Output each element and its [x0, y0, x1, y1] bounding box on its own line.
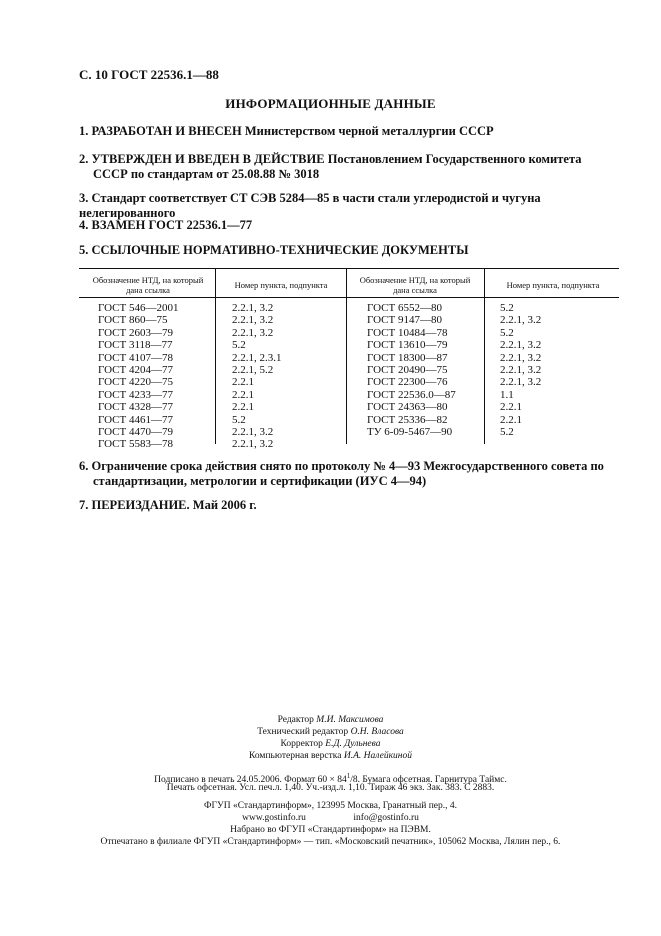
table-cell: ГОСТ 4233—77: [98, 388, 173, 401]
table-cell: ГОСТ 20490—75: [367, 363, 448, 376]
table-cell: ГОСТ 22300—76: [367, 376, 448, 389]
section-2: [79, 152, 619, 182]
column-divider: [346, 269, 347, 299]
table-cell: 2.2.1: [232, 376, 254, 389]
credit-label: Редактор: [277, 715, 314, 725]
section-text: Постановлением Государственного комитета СССР по стандартам от 25.08.88 № 3018: [93, 152, 582, 181]
section-text: Ограничение срока действия снято по протоколу № 4—93 Межгосударственного совета по стандартизации, метрологии и сертификации (ИУС 4—94): [91, 459, 604, 488]
section-1: [79, 124, 619, 139]
table-cell: ГОСТ 546—2001: [98, 302, 179, 314]
right-items-column: [500, 302, 541, 438]
header-item-right: Номер пункта, подпункта: [506, 280, 600, 290]
section-text: Министерством черной металлургии СССР: [244, 124, 494, 138]
left-items-column: [232, 302, 282, 451]
section-number: 5.: [79, 243, 89, 257]
table-cell: ГОСТ 9147—80: [367, 314, 442, 327]
publisher-line-4: Отпечатано в филиале ФГУП «Стандартинформ» — тип. «Московский печатник», 105062 Москва, Лялин пер., 6.: [100, 837, 561, 847]
print-info-line-2: Печать офсетная. Усл. печ.л. 1,40. Уч.-изд.л. 1,10. Тираж 46 экз. Зак. 383. С 2883.: [166, 783, 495, 793]
table-cell: 2.2.1, 2.3.1: [232, 351, 282, 364]
section-lead: ВЗАМЕН ГОСТ 22536.1—77: [91, 218, 253, 232]
header-doc-right: Обозначение НТД, на который дана ссылка: [359, 275, 471, 295]
table-cell: ГОСТ 5583—78: [98, 438, 173, 451]
page-title: ИНФОРМАЦИОННЫЕ ДАННЫЕ: [225, 96, 436, 111]
column-divider: [346, 298, 347, 444]
table-cell: 2.2.1, 3.2: [232, 314, 274, 327]
table-cell: 2.2.1, 3.2: [232, 438, 274, 451]
section-3: [79, 191, 619, 221]
section-lead: РАЗРАБОТАН И ВНЕСЕН: [91, 124, 242, 138]
table-cell: 2.2.1: [232, 388, 254, 401]
column-divider: [484, 298, 485, 444]
table-cell: ГОСТ 860—75: [98, 314, 168, 327]
table-cell: ГОСТ 4328—77: [98, 401, 173, 414]
table-cell: 2.2.1, 3.2: [500, 363, 542, 376]
credit-tech-editor: [0, 726, 661, 738]
credit-name: И.А. Налейкиной: [343, 751, 412, 761]
table-cell: 2.2.1, 3.2: [232, 326, 274, 339]
table-cell: ГОСТ 4107—78: [98, 351, 173, 364]
table-cell: ГОСТ 13610—79: [367, 339, 448, 352]
credit-editor: [0, 714, 661, 726]
table-cell: 2.2.1, 3.2: [232, 302, 274, 314]
table-cell: 5.2: [232, 413, 246, 426]
table-cell: ГОСТ 4461—77: [98, 413, 173, 426]
credit-label: Корректор: [280, 739, 323, 749]
table-cell: ГОСТ 18300—87: [367, 351, 448, 364]
section-number: 6.: [79, 459, 89, 473]
publisher-line-3: Набрано во ФГУП «Стандартинформ» на ПЭВМ.: [230, 825, 431, 835]
print-text: 8: [352, 775, 358, 785]
left-docs-column: [98, 302, 178, 451]
credit-name: М.И. Максимова: [316, 715, 384, 725]
section-number: 3.: [79, 191, 89, 205]
section-lead: ПЕРЕИЗДАНИЕ.: [91, 498, 190, 512]
publisher-line-2: www.gostinfo.ru info@gostinfo.ru: [242, 813, 419, 823]
table-cell: ГОСТ 22536.0—87: [367, 388, 456, 401]
section-number: 4.: [79, 218, 89, 232]
table-cell: 2.2.1, 3.2: [232, 425, 274, 438]
section-5: [79, 243, 619, 258]
table-cell: 5.2: [232, 339, 246, 352]
table-cell: 2.2.1: [500, 401, 522, 414]
column-divider: [215, 298, 216, 444]
column-divider: [215, 269, 216, 299]
table-cell: ГОСТ 4220—75: [98, 376, 173, 389]
table-cell: ГОСТ 24363—80: [367, 401, 448, 414]
section-4: [79, 218, 619, 233]
header-item-left: Номер пункта, подпункта: [234, 280, 328, 290]
section-number: 1.: [79, 124, 89, 138]
section-lead: ССЫЛОЧНЫЕ НОРМАТИВНО-ТЕХНИЧЕСКИЕ ДОКУМЕНТЫ: [91, 243, 469, 257]
table-cell: 5.2: [500, 326, 514, 339]
table-cell: 2.2.1, 3.2: [500, 339, 542, 352]
column-divider: [484, 269, 485, 299]
page-header: С. 10 ГОСТ 22536.1—88: [79, 67, 219, 82]
right-docs-column: [367, 302, 456, 438]
credit-label: Компьютерная верстка: [249, 751, 342, 761]
table-cell: 5.2: [500, 425, 514, 438]
table-cell: ГОСТ 4470—79: [98, 425, 173, 438]
publisher-line-1: ФГУП «Стандартинформ», 123995 Москва, Гранатный пер., 4.: [203, 801, 458, 811]
credit-name: О.Н. Власова: [350, 727, 404, 737]
section-6: [79, 459, 619, 489]
section-number: 2.: [79, 152, 89, 166]
table-cell: ТУ 6-09-5467—90: [367, 425, 453, 438]
credit-layout: [0, 750, 661, 762]
table-cell: ГОСТ 10484—78: [367, 326, 448, 339]
table-cell: 5.2: [500, 302, 514, 314]
table-cell: 1.1: [500, 388, 514, 401]
table-cell: ГОСТ 4204—77: [98, 363, 173, 376]
credit-corrector: [0, 738, 661, 750]
section-text: Стандарт соответствует СТ СЭВ 5284—85 в части стали углеродистой и чугуна нелегированного: [79, 191, 541, 220]
print-text: Подписано в печать 24.05.2006. Формат 60 × 84: [154, 775, 347, 785]
section-number: 7.: [79, 498, 89, 512]
section-text: Май 2006 г.: [192, 498, 257, 512]
table-cell: 2.2.1, 5.2: [232, 363, 274, 376]
table-cell: ГОСТ 3118—77: [98, 339, 173, 352]
section-lead: УТВЕРЖДЕН И ВВЕДЕН В ДЕЙСТВИЕ: [91, 152, 325, 166]
table-cell: ГОСТ 25336—82: [367, 413, 448, 426]
header-doc-left: Обозначение НТД, на который дана ссылка: [92, 275, 204, 295]
table-cell: ГОСТ 6552—80: [367, 302, 442, 314]
section-7: [79, 498, 619, 513]
credit-name: Е.Д. Дульнева: [325, 739, 381, 749]
table-header: [79, 268, 619, 298]
print-text: /: [350, 775, 353, 785]
table-cell: 2.2.1, 3.2: [500, 351, 542, 364]
table-cell: ГОСТ 2603—79: [98, 326, 173, 339]
table-cell: 2.2.1: [232, 401, 254, 414]
credit-label: Технический редактор: [257, 727, 349, 737]
table-cell: 2.2.1, 3.2: [500, 376, 542, 389]
table-cell: 2.2.1, 3.2: [500, 314, 542, 327]
print-text: . Бумага офсетная. Гарнитура Таймс.: [357, 775, 507, 785]
print-text: 1: [346, 772, 351, 780]
table-cell: 2.2.1: [500, 413, 522, 426]
